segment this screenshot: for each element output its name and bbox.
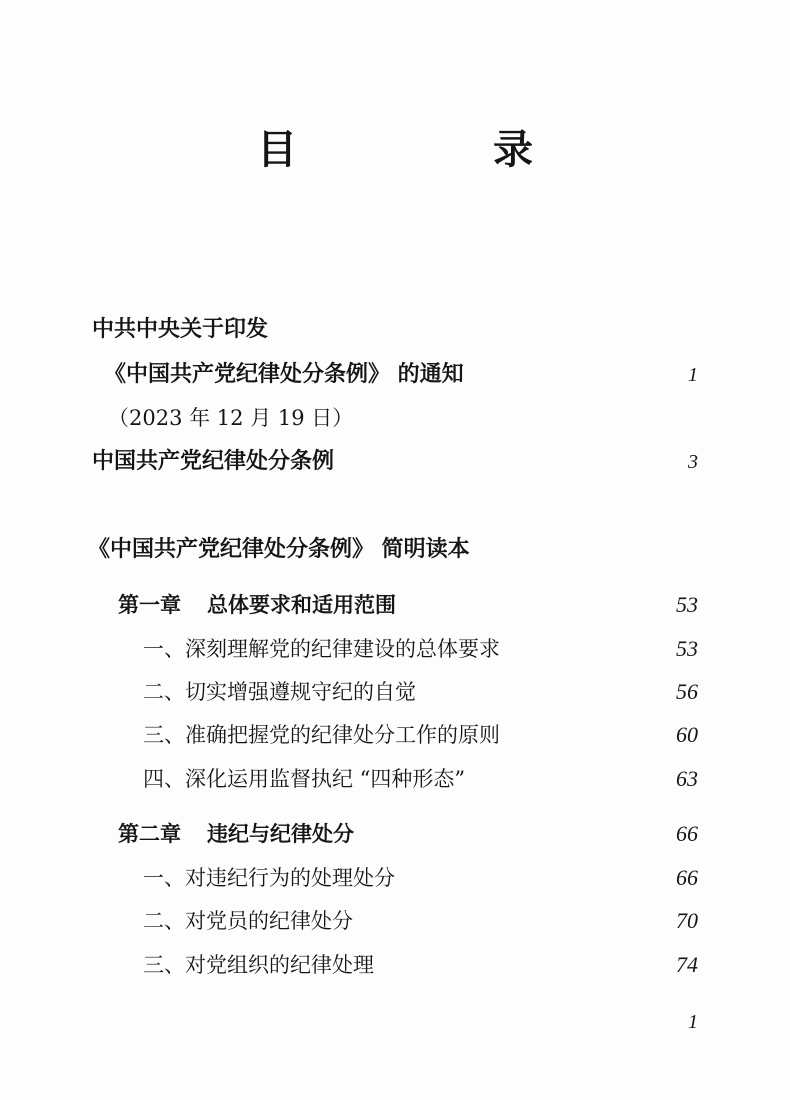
toc-section[interactable]: 一、对违纪行为的处理处分 — [143, 866, 395, 890]
toc-entry-notice-line2[interactable]: 《中国共产党纪律处分条例》 的通知 — [104, 362, 464, 387]
page-title: 目 录 — [257, 127, 611, 173]
toc-section[interactable]: 三、对党组织的纪律处理 — [143, 953, 374, 977]
toc-chapter-2[interactable] — [118, 817, 354, 851]
toc-section[interactable]: 二、对党员的纪律处分 — [143, 909, 353, 933]
chapter-title: 违纪与纪律处分 — [207, 822, 354, 846]
toc-chapter-1[interactable] — [118, 588, 396, 622]
chapter-number: 第二章 — [118, 822, 181, 846]
toc-page-number: 1 — [688, 364, 698, 386]
toc-section[interactable]: 二、切实增强遵规守纪的自觉 — [143, 680, 416, 704]
toc-page-number: 66 — [676, 821, 698, 846]
toc-page-number: 66 — [676, 865, 698, 890]
toc-entry-notice-date: （2023 年 12 月 19 日） — [108, 406, 354, 430]
toc-section[interactable]: 一、深刻理解党的纪律建设的总体要求 — [143, 637, 500, 661]
toc-entry-reader[interactable]: 《中国共产党纪律处分条例》 简明读本 — [88, 537, 470, 562]
toc-page-number: 53 — [676, 592, 698, 617]
toc-page-number: 53 — [676, 636, 698, 661]
chapter-title: 总体要求和适用范围 — [207, 593, 396, 617]
toc-section[interactable]: 四、深化运用监督执纪 “四种形态” — [143, 767, 466, 791]
toc-page-number: 74 — [676, 952, 698, 977]
toc-page-number: 70 — [676, 908, 698, 933]
page-folio-number: 1 — [688, 1011, 698, 1033]
toc-page-number: 56 — [676, 679, 698, 704]
toc-page-number: 3 — [688, 451, 698, 473]
toc-section[interactable]: 三、准确把握党的纪律处分工作的原则 — [143, 723, 500, 747]
toc-page-number: 63 — [676, 766, 698, 791]
chapter-number: 第一章 — [118, 593, 181, 617]
toc-page-number: 60 — [676, 722, 698, 747]
toc-entry-regulation[interactable]: 中国共产党纪律处分条例 — [92, 449, 335, 474]
toc-entry-notice-line1[interactable]: 中共中央关于印发 — [92, 317, 269, 342]
